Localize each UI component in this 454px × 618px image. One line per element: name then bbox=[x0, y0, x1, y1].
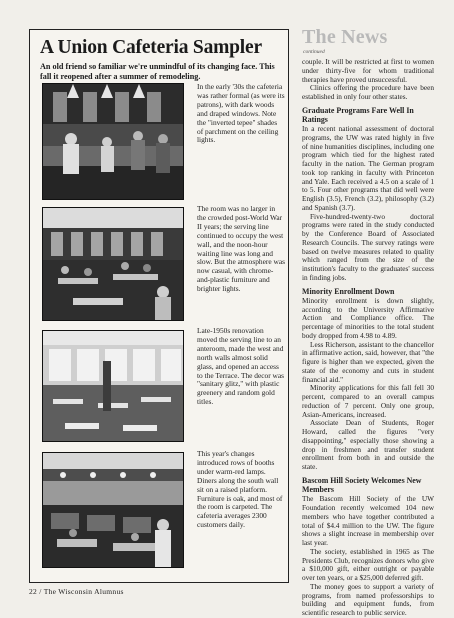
feature-subtitle: An old friend so familiar we're unmindful of its changing face. This fall it reopened after a summer of remodeling. bbox=[40, 62, 275, 81]
photo-1950s-cafeteria bbox=[42, 330, 184, 442]
photo-remodeled-cafeteria bbox=[42, 452, 184, 568]
photo-postwar-cafeteria bbox=[42, 207, 184, 321]
news-intro: couple. It will be restricted at first to women under thirty-five for whom traditional therapies have proved unsuccessful. bbox=[302, 57, 434, 84]
section-minority-p4: Associate Dean of Students, Roger Howard, called the figures "very disappointing," especially those showing a drop in freshmen and transfer student enrollment from both in and outside the state. bbox=[302, 418, 434, 472]
section-heading-minority: Minority Enrollment Down bbox=[302, 286, 395, 296]
feature-title: A Union Cafeteria Sampler bbox=[40, 37, 262, 58]
cafeteria-feature-box bbox=[29, 29, 289, 583]
news-column bbox=[302, 58, 434, 618]
caption-1930s: In the early '30s the cafeteria was rather formal (as were its patrons), with dark woods and draped windows. Note the "inverted tepee" shades of parchment on the ceiling lights. bbox=[197, 82, 285, 145]
section-minority-p3: Minority applications for this fall fell 30 percent, compared to an overall campus reduction of 7 percent. Only one group, Asian-Americans, increased. bbox=[302, 383, 434, 419]
section-graduate-p1: In a recent national assessment of doctoral programs, the UW was rated highly in five of nine humanities disciplines, including one program which tied for the highest rated faculty in the nation. The German program took top ranking in faculty with Princeton and Yale. Each received a 4.5 on a scale of 1 to 5. Four other programs that did well were English (3.5), French (3.2), philosophy (3.2) and Spanish (3.7). bbox=[302, 124, 434, 212]
photo-1930s-cafeteria bbox=[42, 83, 184, 200]
news-continued-label: continued bbox=[303, 49, 325, 55]
section-bascom-p3: The money goes to support a variety of programs, from named professorships to building and equipment funds, from scientific research to public service. bbox=[302, 581, 434, 618]
section-graduate-p2: Five-hundred-twenty-two doctoral programs were rated in the study conducted by the Conference Board of Associated Research Councils. The survey ratings were based on twelve measures related to quality which ranged from the size of the institution's faculty to the graduates' success in finding jobs. bbox=[302, 211, 434, 282]
section-minority-p1: Minority enrollment is down slightly, according to the University Affirmative Action and Compliance office. The percentage of minorities to the total student body dropped from 4.98 to 4.89. bbox=[302, 295, 434, 340]
caption-remodel: This year's changes introduced rows of booths under warm-red lamps. Diners along the south wall sit on a raised platform. Furniture is oak, and most of the room is carpeted. The cafeteria averages 2300 customers daily. bbox=[197, 449, 283, 530]
page-footer: 22 / The Wisconsin Alumnus bbox=[29, 587, 124, 596]
section-minority-p2: Less Richerson, assistant to the chancellor in affirmative action, said, however, that "the figure is higher than we expected, given the state of the economy and cuts in student financial aid." bbox=[302, 339, 434, 384]
caption-postwar: The room was no larger in the crowded post-World War II years; the serving line continued to occupy the west wall, and the noon-hour waiting line was long and slow. But the atmosphere was now casual, with chrome-and-plastic furniture and brighter lights. bbox=[197, 204, 285, 294]
section-heading-bascom: Bascom Hill Society Welcomes New Members bbox=[302, 475, 422, 495]
section-bascom-p1: The Bascom Hill Society of the UW Foundation recently welcomed 104 new members who have together contributed a total of $4.4 million to the UW. The figure shows a slight increase in membership over last year. bbox=[302, 494, 434, 548]
section-heading-graduate: Graduate Programs Fare Well In Ratings bbox=[302, 105, 414, 124]
caption-1950s: Late-1950s renovation moved the serving line to an anteroom, made the west and north walls almost solid glass, and opened an access to the Terrace. The decor was "sanitary glitz," with plastic greenery and random gold titles. bbox=[197, 326, 285, 407]
section-bascom-p2: The society, established in 1965 as The Presidents Club, recognizes donors who give a $10,000 gift, either outright or payable over ten years, or a $25,000 deferred gift. bbox=[302, 546, 434, 583]
news-heading: The News bbox=[302, 26, 388, 48]
news-intro-2: Clinics offering the procedure have been established in only four other states. bbox=[302, 83, 434, 101]
